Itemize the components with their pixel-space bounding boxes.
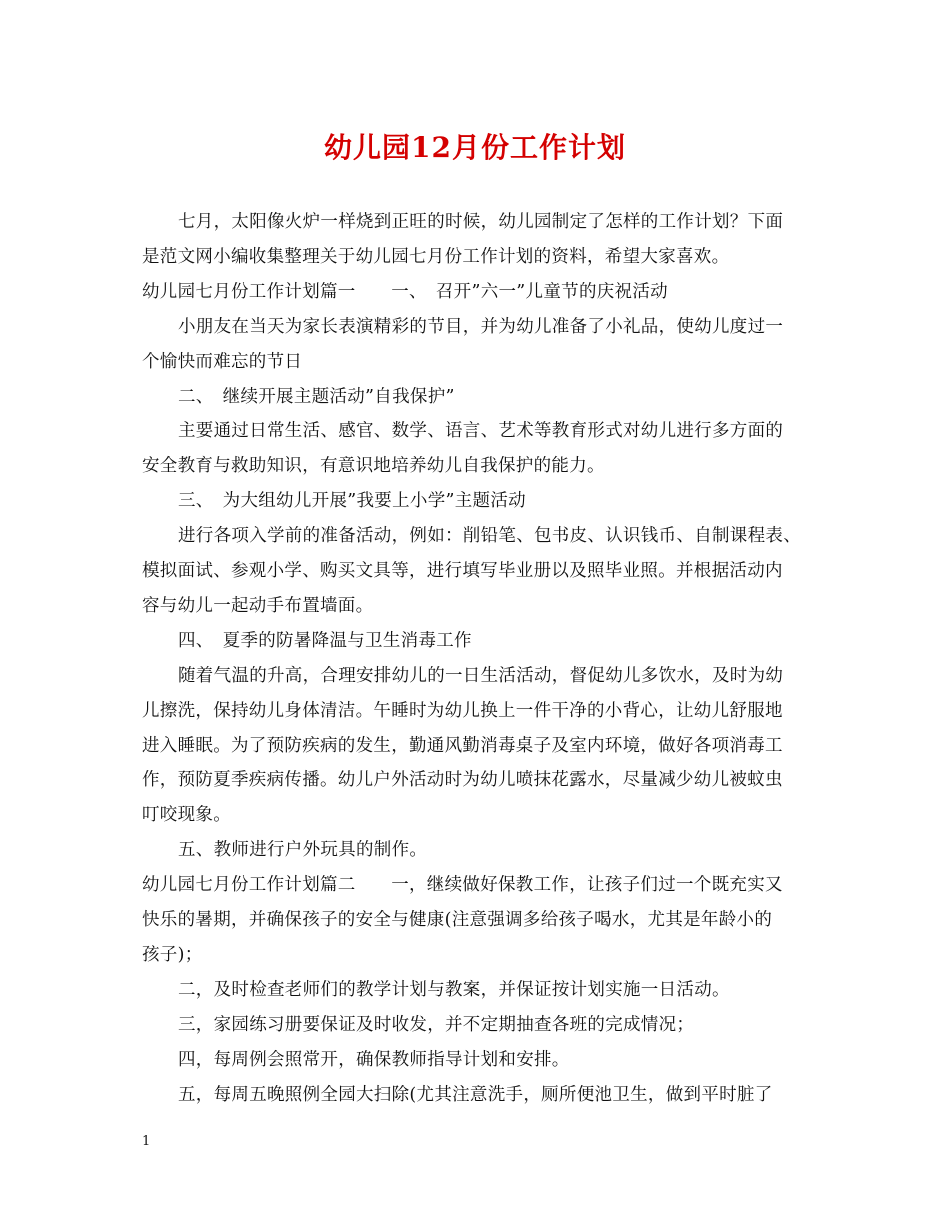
body-line: 进行各项入学前的准备活动，例如：削铅笔、包书皮、认识钱币、自制课程表、 xyxy=(178,526,801,547)
body-line: 二、 继续开展主题活动”自我保护” xyxy=(178,386,455,407)
body-line: 五、教师进行户外玩具的制作。 xyxy=(178,840,428,861)
document-title: 幼儿园12月份工作计划 xyxy=(324,131,626,164)
body-line: 安全教育与救助知识，有意识地培养幼儿自我保护的能力。 xyxy=(142,456,605,477)
body-line: 进入睡眠。为了预防疾病的发生，勤通风勤消毒桌子及室内环境，做好各项消毒工 xyxy=(142,735,783,756)
body-line: 四，每周例会照常开，确保教师指导计划和安排。 xyxy=(178,1049,570,1070)
body-line: 容与幼儿一起动手布置墙面。 xyxy=(142,595,374,616)
body-line: 作，预防夏季疾病传播。幼儿户外活动时为幼儿喷抹花露水，尽量减少幼儿被蚊虫 xyxy=(142,770,783,791)
body-line: 随着气温的升高，合理安排幼儿的一日生活活动，督促幼儿多饮水，及时为幼 xyxy=(178,665,784,686)
body-line: 四、 夏季的防暑降温与卫生消毒工作 xyxy=(178,630,472,651)
body-line: 幼儿园七月份工作计划篇二 一，继续做好保教工作，让孩子们过一个既充实又 xyxy=(142,875,783,896)
body-line: 主要通过日常生活、感官、数学、语言、艺术等教育形式对幼儿进行多方面的 xyxy=(178,421,784,442)
body-line: 三，家园练习册要保证及时收发，并不定期抽查各班的完成情况； xyxy=(178,1014,695,1035)
body-line: 七月，太阳像火炉一样烧到正旺的时候，幼儿园制定了怎样的工作计划？下面 xyxy=(178,212,784,232)
page-number: 1 xyxy=(142,1134,151,1149)
body-line: 快乐的暑期，并确保孩子的安全与健康(注意强调多给孩子喝水，尤其是年龄小的 xyxy=(142,910,773,930)
body-line: 叮咬现象。 xyxy=(142,805,231,826)
body-line: 孩子)； xyxy=(142,944,203,965)
body-line: 模拟面试、参观小学、购买文具等，进行填写毕业册以及照毕业照。并根据活动内 xyxy=(142,561,783,581)
body-line: 五，每周五晚照例全园大扫除(尤其注意洗手，厕所便池卫生，做到平时脏了 xyxy=(178,1084,773,1105)
body-line: 是范文网小编收集整理关于幼儿园七月份工作计划的资料，希望大家喜欢。 xyxy=(142,246,730,267)
body-line: 小朋友在当天为家长表演精彩的节目，并为幼儿准备了小礼品，使幼儿度过一 xyxy=(178,316,784,337)
body-line: 儿擦洗，保持幼儿身体清洁。午睡时为幼儿换上一件干净的小背心，让幼儿舒服地 xyxy=(142,700,783,721)
body-line: 三、 为大组幼儿开展”我要上小学”主题活动 xyxy=(178,491,526,512)
body-line: 幼儿园七月份工作计划篇一 一、 召开”六一”儿童节的庆祝活动 xyxy=(142,281,668,302)
body-line: 二，及时检查老师们的教学计划与教案，并保证按计划实施一日活动。 xyxy=(178,979,730,1000)
body-line: 个愉快而难忘的节日 xyxy=(142,351,303,372)
